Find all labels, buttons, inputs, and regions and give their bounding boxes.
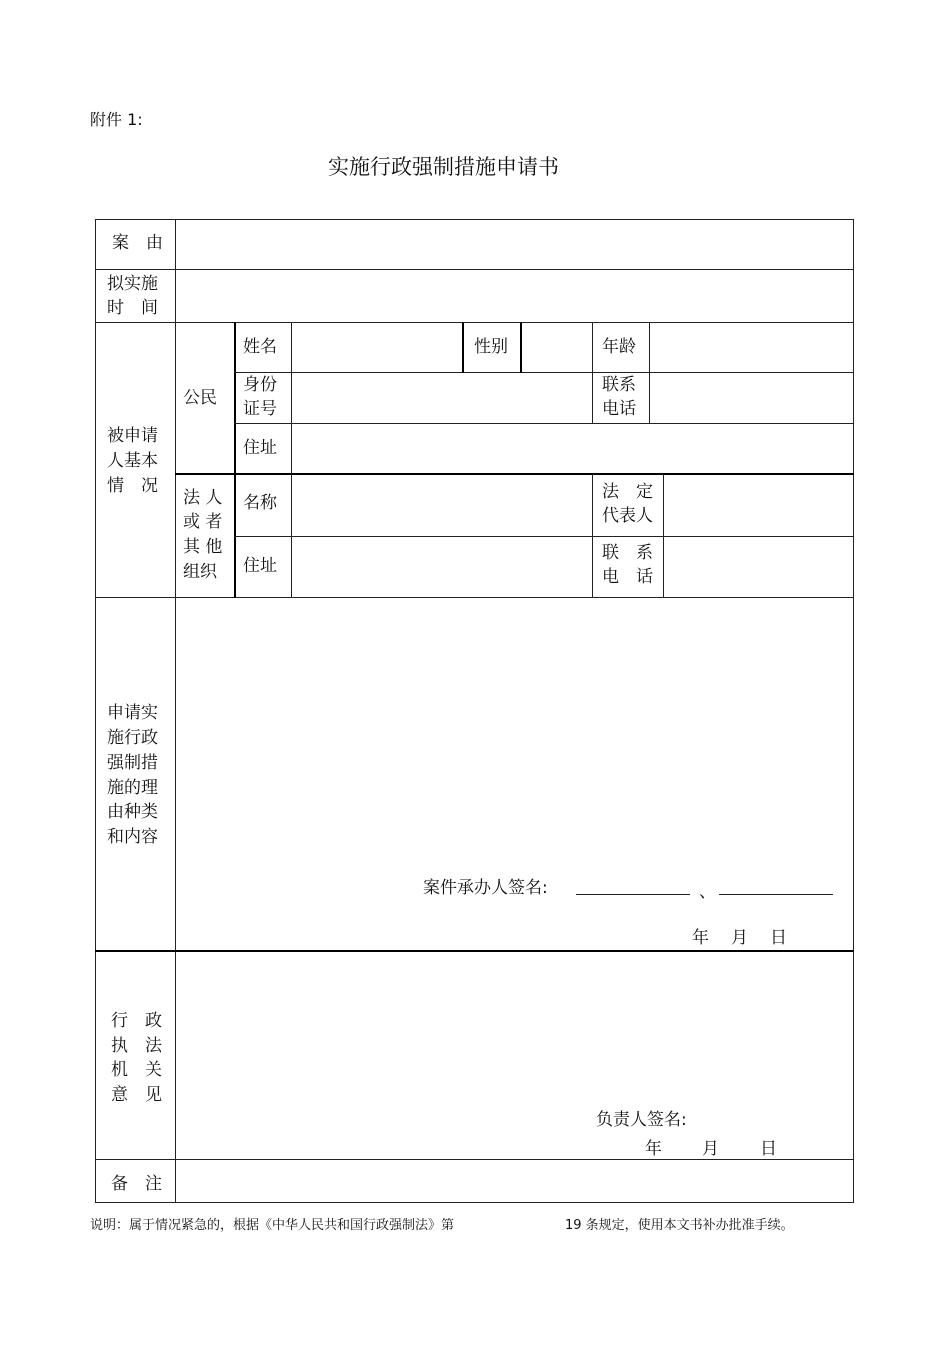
handler-signature-line-1[interactable] (576, 894, 690, 895)
handler-signature-line-2[interactable] (719, 894, 833, 895)
respondent-label-3: 情 况 (107, 476, 158, 496)
age-field[interactable] (651, 324, 852, 371)
respondent-label-2: 人基本 (107, 451, 158, 471)
reason-content-field[interactable] (177, 600, 852, 865)
phone-label-2: 电话 (602, 399, 636, 419)
date-year-2: 年 (645, 1139, 662, 1159)
legal-rep-label-1: 法 定 (602, 482, 653, 502)
date-day-1: 日 (770, 928, 787, 948)
org-name-field[interactable] (293, 476, 591, 535)
planned-time-label-1: 拟实施 (107, 274, 158, 294)
reason-label-4: 施的理 (107, 778, 158, 798)
phone-label-1: 联系 (602, 375, 636, 395)
case-reason-field[interactable] (177, 221, 852, 268)
gender-field[interactable] (523, 324, 591, 371)
footnote-part-2: 19 条规定，使用本文书补办批准手续。 (565, 1218, 794, 1233)
id-number-label-1: 身份 (243, 375, 277, 395)
address-field[interactable] (293, 425, 852, 472)
leader-signature-label: 负责人签名: (596, 1110, 687, 1130)
org-phone-field[interactable] (665, 538, 852, 596)
opinion-label-4: 意 见 (111, 1085, 162, 1105)
reason-label-2: 施行政 (107, 728, 158, 748)
org-address-field[interactable] (293, 538, 591, 596)
case-reason-label: 案 由 (112, 233, 163, 253)
opinion-label-1: 行 政 (111, 1011, 162, 1031)
legal-entity-label-4: 组织 (183, 562, 217, 582)
opinion-label-3: 机 关 (111, 1060, 162, 1080)
legal-entity-label-3: 其 他 (183, 537, 223, 557)
citizen-label: 公民 (183, 388, 217, 408)
legal-entity-label-2: 或 者 (183, 512, 223, 532)
legal-rep-label-2: 代表人 (602, 506, 653, 526)
opinion-content-field[interactable] (177, 954, 852, 1104)
date-month-1: 月 (731, 928, 748, 948)
address-label: 住址 (243, 438, 277, 458)
age-label: 年龄 (602, 337, 636, 357)
name-field[interactable] (293, 324, 461, 371)
id-number-field[interactable] (293, 374, 591, 422)
attachment-label: 附件 1: (90, 110, 143, 129)
reason-label-6: 和内容 (107, 827, 158, 847)
date-month-2: 月 (702, 1139, 719, 1159)
footnote-part-1: 说明：属于情况紧急的，根据《中华人民共和国行政强制法》第 (90, 1218, 455, 1233)
date-day-2: 日 (760, 1139, 777, 1159)
respondent-label-1: 被申请 (107, 426, 158, 446)
phone-field[interactable] (651, 374, 852, 422)
reason-label-5: 由种类 (107, 802, 158, 822)
org-address-label: 住址 (243, 556, 277, 576)
remarks-field[interactable] (177, 1161, 852, 1201)
remarks-label: 备 注 (111, 1174, 162, 1194)
reason-label-3: 强制措 (107, 753, 158, 773)
gender-label: 性别 (474, 337, 508, 357)
planned-time-label-2: 时 间 (107, 298, 158, 318)
id-number-label-2: 证号 (243, 399, 277, 419)
handler-signature-label: 案件承办人签名: (423, 878, 548, 898)
name-label: 姓名 (243, 337, 277, 357)
page-title: 实施行政强制措施申请书 (328, 155, 559, 179)
planned-time-field[interactable] (177, 271, 852, 321)
org-phone-label-2: 电 话 (602, 567, 653, 587)
date-year-1: 年 (692, 928, 709, 948)
opinion-label-2: 执 法 (111, 1036, 162, 1056)
org-name-label: 名称 (243, 493, 277, 513)
org-phone-label-1: 联 系 (602, 543, 653, 563)
legal-rep-field[interactable] (665, 476, 852, 535)
reason-label-1: 申请实 (107, 703, 158, 723)
legal-entity-label-1: 法 人 (183, 488, 223, 508)
signature-separator: 、 (699, 882, 716, 902)
